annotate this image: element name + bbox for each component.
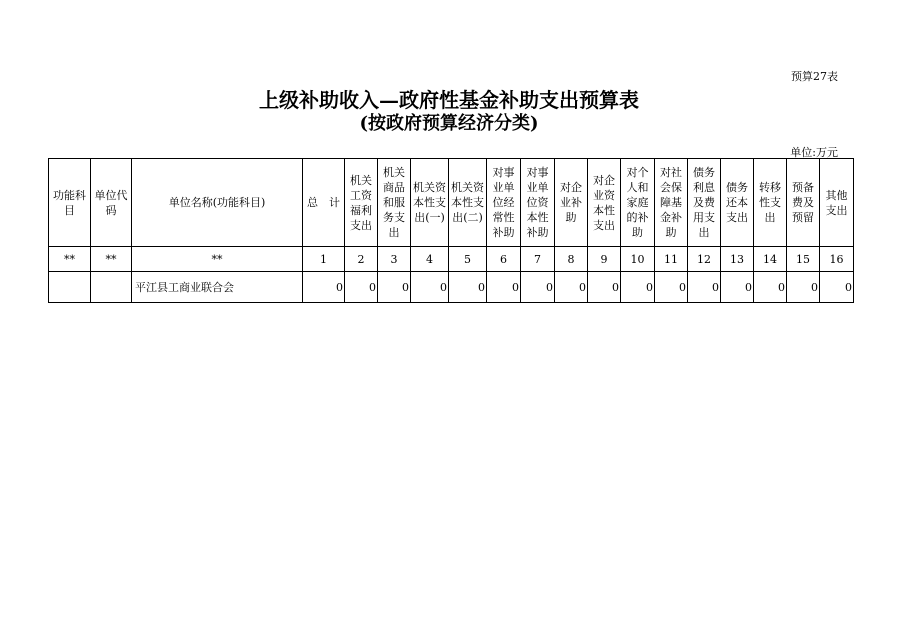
header-cell: 单位代码 bbox=[91, 159, 132, 247]
header-cell: 总 计 bbox=[303, 159, 345, 247]
index-cell: 8 bbox=[555, 247, 588, 272]
value-cell: 0 bbox=[521, 272, 555, 303]
value-cell: 0 bbox=[588, 272, 621, 303]
index-cell: ** bbox=[49, 247, 91, 272]
value-cell: 0 bbox=[820, 272, 854, 303]
form-number: 预算27表 bbox=[791, 70, 838, 83]
header-cell: 对社会保障基金补助 bbox=[655, 159, 688, 247]
header-cell: 机关资本性支出(一) bbox=[411, 159, 449, 247]
function-code-cell bbox=[49, 272, 91, 303]
value-cell: 0 bbox=[303, 272, 345, 303]
index-cell: 3 bbox=[378, 247, 411, 272]
value-cell: 0 bbox=[754, 272, 787, 303]
value-cell: 0 bbox=[411, 272, 449, 303]
unit-name-cell: 平江县工商业联合会 bbox=[132, 272, 303, 303]
value-cell: 0 bbox=[487, 272, 521, 303]
index-cell: 2 bbox=[345, 247, 378, 272]
value-cell: 0 bbox=[378, 272, 411, 303]
header-cell: 其他支出 bbox=[820, 159, 854, 247]
header-cell: 机关商品和服务支出 bbox=[378, 159, 411, 247]
index-cell: 16 bbox=[820, 247, 854, 272]
value-cell: 0 bbox=[787, 272, 820, 303]
value-cell: 0 bbox=[621, 272, 655, 303]
index-cell: 15 bbox=[787, 247, 820, 272]
header-cell: 单位名称(功能科目) bbox=[132, 159, 303, 247]
header-cell: 对企业补助 bbox=[555, 159, 588, 247]
index-cell: 5 bbox=[449, 247, 487, 272]
unit-label: 单位:万元 bbox=[790, 146, 838, 159]
header-cell: 机关工资福利支出 bbox=[345, 159, 378, 247]
index-cell: 9 bbox=[588, 247, 621, 272]
index-cell: 11 bbox=[655, 247, 688, 272]
value-cell: 0 bbox=[721, 272, 754, 303]
table-header-row bbox=[49, 159, 854, 247]
index-cell: 4 bbox=[411, 247, 449, 272]
header-cell: 对事业单位经常性补助 bbox=[487, 159, 521, 247]
index-cell: ** bbox=[132, 247, 303, 272]
value-cell: 0 bbox=[688, 272, 721, 303]
index-cell: 12 bbox=[688, 247, 721, 272]
header-cell: 对企业资本性支出 bbox=[588, 159, 621, 247]
index-cell: ** bbox=[91, 247, 132, 272]
index-cell: 6 bbox=[487, 247, 521, 272]
value-cell: 0 bbox=[345, 272, 378, 303]
unit-code-cell bbox=[91, 272, 132, 303]
header-cell: 债务还本支出 bbox=[721, 159, 754, 247]
index-cell: 1 bbox=[303, 247, 345, 272]
document-title: 上级补助收入—政府性基金补助支出预算表 bbox=[259, 88, 639, 112]
header-cell: 对个人和家庭的补助 bbox=[621, 159, 655, 247]
table-row bbox=[49, 272, 854, 303]
budget-table bbox=[48, 158, 854, 303]
header-cell: 机关资本性支出(二) bbox=[449, 159, 487, 247]
header-cell: 预备费及预留 bbox=[787, 159, 820, 247]
table-index-row bbox=[49, 247, 854, 272]
value-cell: 0 bbox=[655, 272, 688, 303]
header-cell: 对事业单位资本性补助 bbox=[521, 159, 555, 247]
header-cell: 功能科目 bbox=[49, 159, 91, 247]
index-cell: 7 bbox=[521, 247, 555, 272]
header-cell: 转移性支出 bbox=[754, 159, 787, 247]
value-cell: 0 bbox=[449, 272, 487, 303]
index-cell: 14 bbox=[754, 247, 787, 272]
index-cell: 10 bbox=[621, 247, 655, 272]
index-cell: 13 bbox=[721, 247, 754, 272]
value-cell: 0 bbox=[555, 272, 588, 303]
header-cell: 债务利息及费用支出 bbox=[688, 159, 721, 247]
document-subtitle: (按政府预算经济分类) bbox=[359, 113, 539, 134]
